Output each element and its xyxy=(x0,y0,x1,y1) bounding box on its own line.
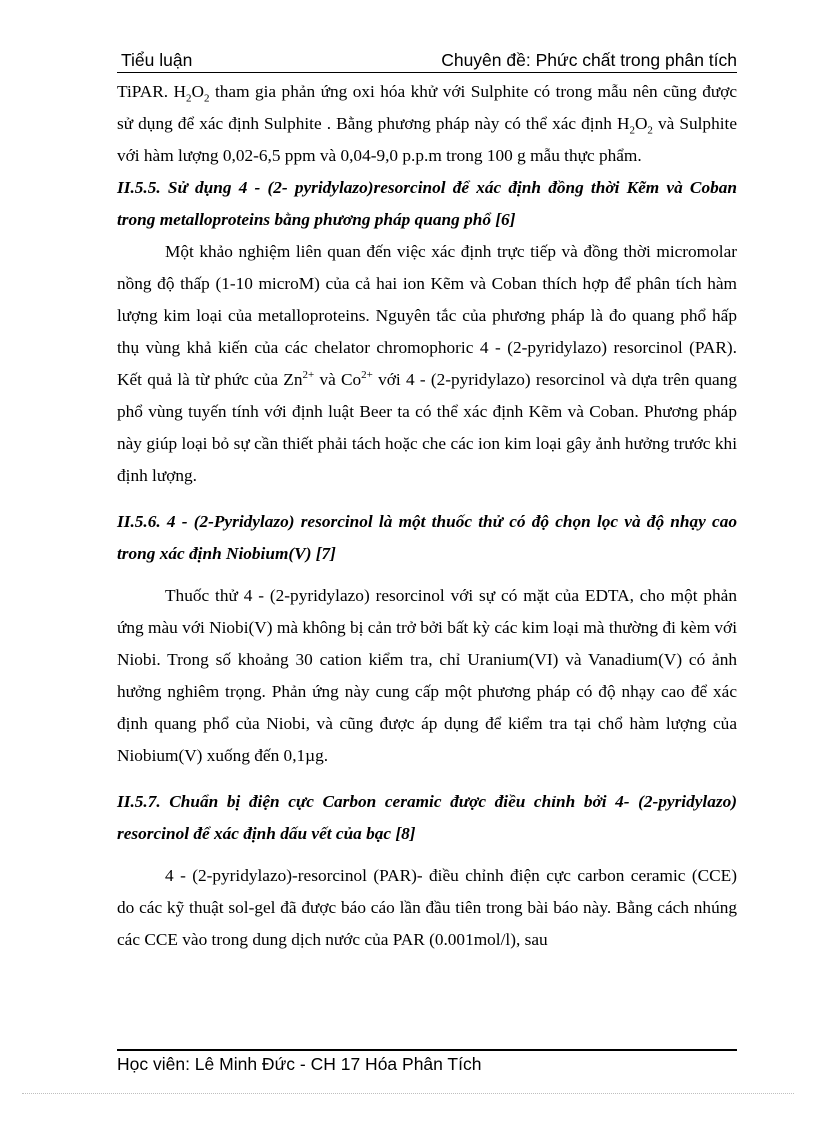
spacer xyxy=(117,492,737,506)
spacer xyxy=(117,850,737,860)
section-heading-2-5-5: II.5.5. Sử dụng 4 - (2- pyridylazo)resorcinol để xác định đồng thời Kẽm và Coban trong metalloproteins bằng phương pháp quang phổ [6] xyxy=(117,178,737,229)
intro-paragraph: TiPAR. $H_2O_2$ tham gia phản ứng oxi hóa khử với Sulphite có trong mẫu nên cũng được sử dụng để xác định Sulphite . Bằng phương pháp này có thể xác định $H_2O_2$ và Sulphite với hàm lượng 0,02-6,5 ppm và 0,04-9,0 p.p.m trong 100 g mẫu thực phẩm. xyxy=(117,82,738,165)
section-heading-2-5-6: II.5.6. 4 - (2-Pyridylazo) resorcinol là một thuốc thử có độ chọn lọc và độ nhạy cao trong xác định Niobium(V) [7] xyxy=(117,512,737,563)
page-footer: Học viên: Lê Minh Đức - CH 17 Hóa Phân Tích xyxy=(117,1054,482,1074)
spacer xyxy=(117,772,737,786)
section-heading-2-5-7: II.5.7. Chuẩn bị điện cực Carbon ceramic được điều chỉnh bởi 4- (2-pyridylazo) resorcinol để xác định dấu vết của bạc [8] xyxy=(117,792,737,843)
footer-divider xyxy=(117,1049,737,1051)
page-header xyxy=(117,50,737,74)
section-paragraph-2-5-5: Một khảo nghiệm liên quan đến việc xác định trực tiếp và đồng thời micromolar nồng độ thấp (1-10 microM) của cả hai ion Kẽm và Coban thích hợp để phân tích hàm lượng kim loại của metalloproteins. Nguyên tắc của phương pháp là đo quang phổ hấp thụ vùng khả kiến của các chelator chromophoric 4 - (2-pyridylazo) resorcinol (PAR). Kết quả là từ phức của $Zn^{2+}$ và $Co^{2+}$ với 4 - (2-pyridylazo) resorcinol và dựa trên quang phổ vùng tuyến tính với định luật Beer ta có thể xác định Kẽm và Coban. Phương pháp này giúp loại bỏ sự cần thiết phải tách hoặc che các ion kim loại gây ảnh hưởng trước khi định lượng. xyxy=(117,242,738,485)
section-paragraph-2-5-6: Thuốc thử 4 - (2-pyridylazo) resorcinol với sự có mặt của EDTA, cho một phản ứng màu với Niobi(V) mà không bị cản trở bởi bất kỳ các kim loại mà thường đi kèm với Niobi. Trong số khoảng 30 cation kiểm tra, chỉ Uranium(VI) và Vanadium(V) có ảnh hưởng nghiêm trọng. Phản ứng này cung cấp một phương pháp có độ nhạy cao để xác định quang phổ của Niobi, và cũng được áp dụng để kiểm tra tại chổ hàm lượng của Niobium(V) xuống đến 0,1µg. xyxy=(117,586,737,765)
section-paragraph-2-5-7: 4 - (2-pyridylazo)-resorcinol (PAR)- điều chỉnh điện cực carbon ceramic (CCE) do các kỹ thuật sol-gel đã được báo cáo lần đầu tiên trong bài báo này. Bằng cách nhúng các CCE vào trong dung dịch nước của PAR (0.001mol/l), sau xyxy=(117,866,737,949)
header-right-text: Chuyên đề: Phức chất trong phân tích xyxy=(441,50,737,70)
header-divider xyxy=(117,72,737,73)
spacer xyxy=(117,570,737,580)
header-left-text: Tiểu luận xyxy=(121,50,193,70)
page-boundary xyxy=(22,1093,794,1094)
page-content xyxy=(117,76,737,956)
